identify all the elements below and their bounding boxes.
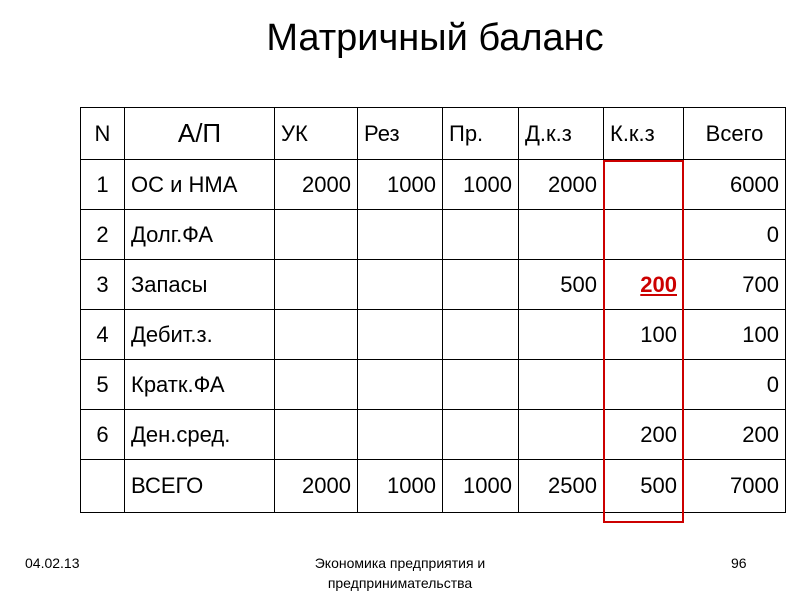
footer-date: 04.02.13 (25, 555, 80, 571)
table-cell: 2000 (275, 460, 358, 513)
table-cell: 0 (684, 210, 786, 260)
row-number-cell: 6 (81, 410, 125, 460)
table-cell (358, 360, 443, 410)
row-number-cell: 3 (81, 260, 125, 310)
table-cell: 2500 (519, 460, 604, 513)
table-row (81, 160, 786, 210)
table-cell (604, 160, 684, 210)
table-cell (275, 260, 358, 310)
header-cell-total: Всего (684, 108, 786, 160)
header-cell-uk: УК (275, 108, 358, 160)
table-header-row (81, 108, 786, 160)
footer-course-title: Экономика предприятия и предпринимательства (314, 555, 486, 591)
table-cell (358, 310, 443, 360)
header-cell-dkz: Д.к.з (519, 108, 604, 160)
table-cell: 1000 (358, 460, 443, 513)
table-cell (443, 210, 519, 260)
table-row (81, 310, 786, 360)
table-cell: 500 (519, 260, 604, 310)
table-cell (604, 360, 684, 410)
row-number-cell: 1 (81, 160, 125, 210)
row-label-cell: Запасы (125, 260, 275, 310)
highlighted-cell: 200 (604, 260, 684, 310)
table-cell: 2000 (519, 160, 604, 210)
row-label-cell: Кратк.ФА (125, 360, 275, 410)
table-cell (275, 210, 358, 260)
table-cell: 1000 (443, 160, 519, 210)
table-cell (519, 360, 604, 410)
page-number: 96 (731, 555, 747, 571)
table-cell (358, 410, 443, 460)
row-number-cell: 4 (81, 310, 125, 360)
table-cell (604, 210, 684, 260)
table-cell: 100 (604, 310, 684, 360)
header-cell-rez: Рез (358, 108, 443, 160)
row-number-cell (81, 460, 125, 513)
row-number-cell: 2 (81, 210, 125, 260)
table-cell (519, 310, 604, 360)
header-cell-n: N (81, 108, 125, 160)
header-cell-ap: А/П (125, 108, 275, 160)
table-cell (519, 410, 604, 460)
table-cell (358, 210, 443, 260)
table-total-row (81, 460, 786, 513)
matrix-balance-table (80, 107, 786, 513)
table-cell (519, 210, 604, 260)
table-cell: 0 (684, 360, 786, 410)
table-cell: 1000 (443, 460, 519, 513)
table-row (81, 260, 786, 310)
table-cell (443, 360, 519, 410)
table-cell (275, 310, 358, 360)
table-cell: 7000 (684, 460, 786, 513)
table-cell: 1000 (358, 160, 443, 210)
table-cell (275, 360, 358, 410)
table-row (81, 360, 786, 410)
table-cell: 2000 (275, 160, 358, 210)
table-cell: 200 (684, 410, 786, 460)
table-cell: 700 (684, 260, 786, 310)
table-cell (275, 410, 358, 460)
row-label-cell: Дебит.з. (125, 310, 275, 360)
table-cell (443, 260, 519, 310)
table-row (81, 410, 786, 460)
row-number-cell: 5 (81, 360, 125, 410)
table-cell: 6000 (684, 160, 786, 210)
page-title: Матричный баланс (266, 17, 604, 59)
row-label-cell: Долг.ФА (125, 210, 275, 260)
table-cell (443, 310, 519, 360)
row-label-cell: ВСЕГО (125, 460, 275, 513)
header-cell-pr: Пр. (443, 108, 519, 160)
row-label-cell: Ден.сред. (125, 410, 275, 460)
table-cell: 200 (604, 410, 684, 460)
table-row (81, 210, 786, 260)
table-cell: 100 (684, 310, 786, 360)
table-cell (443, 410, 519, 460)
header-cell-kkz: К.к.з (604, 108, 684, 160)
table-cell (358, 260, 443, 310)
table-cell: 500 (604, 460, 684, 513)
row-label-cell: ОС и НМА (125, 160, 275, 210)
